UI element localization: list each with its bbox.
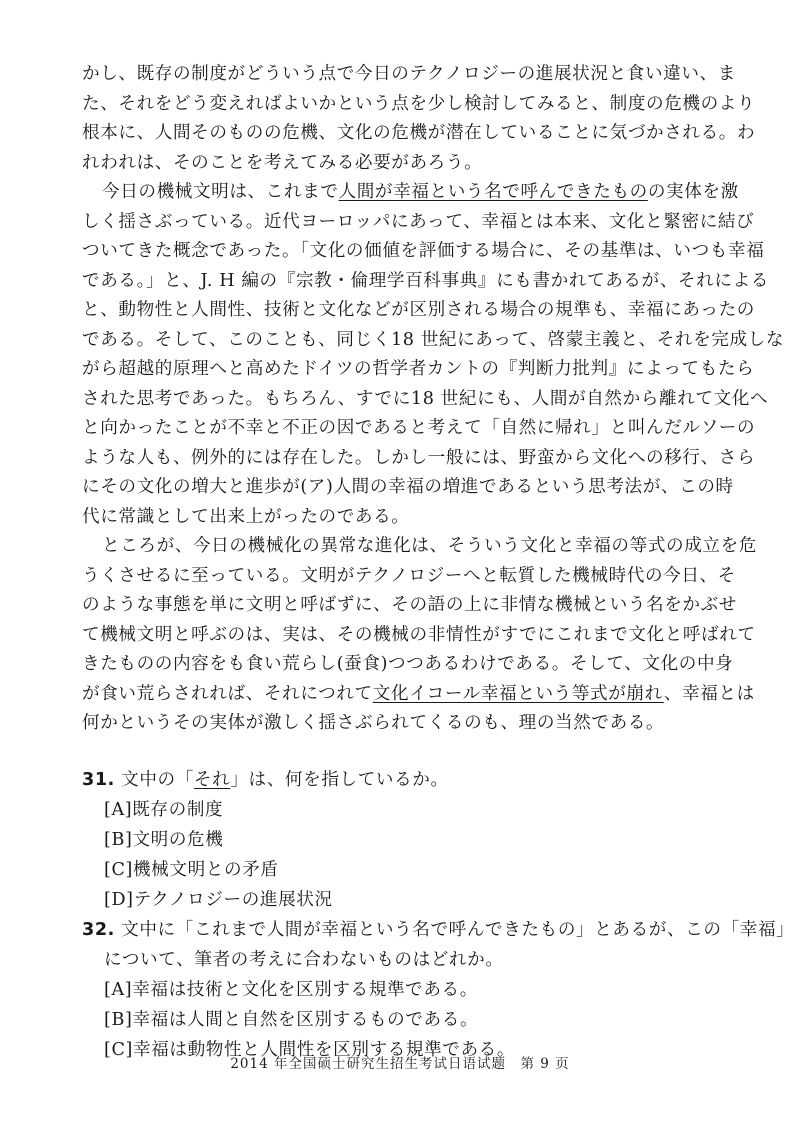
passage-line: かし、既存の制度がどういう点で今日のテクノロジーの進展状況と食い違い、ま — [82, 64, 736, 84]
text-segment: 」は、何を指しているか。 — [230, 769, 449, 790]
page-footer: 2014 年全国硕士研究生招生考试日语试题 第 9 页 — [230, 1056, 570, 1072]
passage-line: と、動物性と人間性、技術と文化などが区別される場合の規準も、幸福にあったの — [82, 300, 755, 320]
option-a[interactable]: [A]幸福は技術と文化を区別する規準である。 — [104, 979, 478, 1000]
question-31 — [82, 765, 742, 915]
question-stem — [82, 765, 742, 795]
question-number: 32. — [82, 919, 115, 940]
passage-line: である。そして、このことも、同じく18 世紀にあって、啓蒙主義と、それを完成しな — [82, 329, 785, 350]
passage-line — [82, 680, 755, 710]
passage-body — [82, 60, 795, 1065]
text-segment: 今日の機械文明は、これまで — [102, 182, 339, 202]
passage-line: しく揺さぶっている。近代ヨーロッパにあって、幸福とは本来、文化と緊密に結び — [82, 211, 755, 232]
passage-line: ついてきた概念であった。「文化の価値を評価する場合に、その基準は、いつも幸福 — [82, 241, 765, 261]
passage-line: 代に常識として出来上がったのである。 — [82, 506, 410, 527]
passage-line: れわれは、そのことを考えてみる必要があろう。 — [82, 152, 483, 173]
passage-line: と向かったことが不幸と不正の因であると考えて「自然に帰れ」と叫んだルソーの — [82, 418, 756, 438]
passage-line: うくさせるに至っている。文明がテクノロジーへと転質した機械時代の今日、そ — [82, 565, 736, 586]
text-segment: の実体を激 — [647, 182, 739, 202]
option-b[interactable]: [B]文明の危機 — [104, 829, 224, 850]
option-b[interactable]: [B]幸福は人間と自然を区別するものである。 — [104, 1009, 479, 1030]
question-stem — [82, 915, 795, 945]
passage-line: た、それをどう変えればよいかという点を少し検討してみると、制度の危機のより — [82, 93, 756, 114]
question-number: 31. — [82, 769, 115, 790]
underlined-phrase: 人間が幸福という名で呼んできたもの — [338, 182, 648, 202]
text-segment: が食い荒らされれば、それにつれて — [82, 683, 373, 704]
question-32 — [82, 915, 795, 1065]
option-c[interactable]: [C]機械文明との矛盾 — [104, 859, 279, 880]
passage-line: きたものの内容をも食い荒らし(蚕食)つつあるわけである。そして、文化の中身 — [82, 654, 734, 674]
passage-line: ところが、今日の機械化の異常な進化は、そういう文化と幸福の等式の成立を危 — [102, 536, 757, 556]
passage-line: がら超越的原理へと高めたドイツの哲学者カントの『判断力批判』によってもたら — [82, 359, 755, 379]
passage-line — [82, 178, 742, 208]
option-d[interactable]: [D]テクノロジーの進展状況 — [104, 889, 333, 910]
underlined-phrase: それ — [193, 769, 231, 790]
passage-line: のような事態を単に文明と呼ばずに、その語の上に非情な機械という名をかぶせ — [82, 595, 737, 615]
question-stem-cont: について、筆者の考えに合わないものはどれか。 — [104, 949, 504, 970]
text-segment: 、幸福とは — [663, 683, 755, 704]
option-c[interactable]: [C]幸福は動物性と人間性を区別する規準である。 — [104, 1039, 516, 1060]
text-segment: 文中に「これまで人間が幸福という名で呼んできたもの」とあるが、この「幸福」 — [121, 919, 795, 940]
option-a[interactable]: [A]既存の制度 — [104, 799, 224, 820]
passage-line: である。」と、J. H 編の『宗教・倫理学百科事典』にも書かれてあるが、それによる — [82, 270, 769, 291]
passage-line: 根本に、人間そのものの危機、文化の危機が潜在していることに気づかされる。わ — [82, 123, 756, 143]
passage-line: にその文化の増大と進歩が(ア)人間の幸福の増進であるという思考法が、この時 — [82, 477, 734, 497]
section-gap — [82, 739, 742, 765]
text-segment: 文中の「 — [121, 769, 194, 790]
passage-line: 何かというその実体が激しく揺さぶられてくるのも、理の当然である。 — [82, 713, 665, 733]
passage-line: て機械文明と呼ぶのは、実は、その機械の非情性がすでにこれまで文化と呼ばれて — [82, 624, 756, 645]
passage-line: された思考であった。もちろん、すでに18 世紀にも、人間が自然から離れて文化へ — [82, 388, 769, 409]
passage-line: ような人も、例外的には存在した。しかし一般には、野蛮から文化への移行、さら — [82, 447, 756, 468]
underlined-phrase: 文化イコール幸福という等式が崩れ — [372, 683, 664, 704]
